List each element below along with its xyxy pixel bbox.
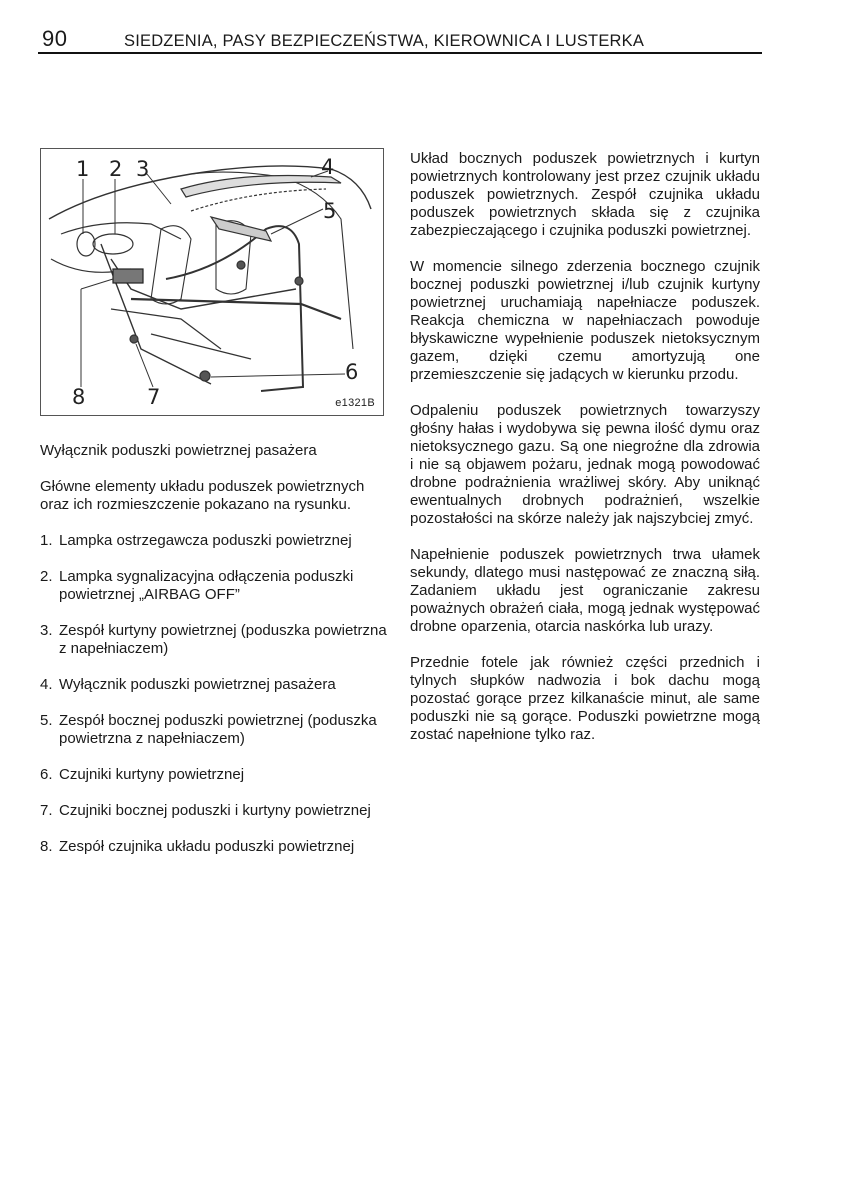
right-column	[410, 150, 760, 762]
page-header	[38, 28, 762, 54]
left-column	[40, 442, 388, 874]
header-rule	[38, 52, 762, 54]
callout-6: 6	[345, 360, 359, 384]
callout-8: 8	[72, 385, 86, 409]
list-item	[40, 622, 388, 658]
list-item-number: 5.	[40, 712, 53, 729]
list-item	[40, 568, 388, 604]
list-item-text: Lampka ostrzegawcza poduszki powietrznej	[59, 532, 352, 549]
page-number: 90	[42, 26, 68, 51]
callout-5: 5	[323, 199, 337, 223]
callout-2: 2	[109, 157, 123, 181]
body-paragraph: Przednie fotele jak również części przednich i tylnych słupków nadwozia i bok dachu mogą pozostać gorące przez kilkanaście minut, ale same poduszki nie są gorące. Poduszki powietrzne mogą zostać napełnione tylko raz.	[410, 654, 760, 743]
list-item-text: Zespół kurtyny powietrznej (poduszka powietrzna z napełniaczem)	[59, 622, 387, 657]
list-item-text: Lampka sygnalizacyjna odłączenia poduszki powietrznej „AIRBAG OFF”	[59, 568, 354, 603]
list-item	[40, 712, 388, 748]
list-item-number: 2.	[40, 568, 53, 585]
figure-caption: Wyłącznik poduszki powietrznej pasażera	[40, 442, 317, 459]
callout-4: 4	[321, 155, 335, 179]
list-item-number: 1.	[40, 532, 53, 549]
list-item	[40, 676, 388, 694]
list-item-number: 6.	[40, 766, 53, 783]
list-item-number: 7.	[40, 802, 53, 819]
list-item-text: Wyłącznik poduszki powietrznej pasażera	[59, 676, 336, 693]
list-item-text: Czujniki bocznej poduszki i kurtyny powietrznej	[59, 802, 371, 819]
body-paragraph: W momencie silnego zderzenia bocznego czujnik bocznej poduszki powietrznej i/lub czujnik kurtyny powietrznej uruchamiają napełniacze poduszek. Reakcja chemiczna w napełniaczach powoduje błyskawiczne wypełnienie poduszek nietoksycznym gazem, dzięki czemu amortyzują one przemieszczenie się jadących w kierunku przodu.	[410, 258, 760, 383]
figure-code: e1321B	[335, 397, 375, 409]
callout-3: 3	[136, 157, 150, 181]
components-list	[40, 532, 388, 856]
list-item-number: 3.	[40, 622, 53, 639]
section-title: SIEDZENIA, PASY BEZPIECZEŃSTWA, KIEROWNICA I LUSTERKA	[124, 32, 645, 50]
intro-paragraph: Główne elementy układu poduszek powietrznych oraz ich rozmieszczenie pokazano na rysunku.	[40, 478, 365, 513]
list-item-text: Zespół bocznej poduszki powietrznej (poduszka powietrzna z napełniaczem)	[59, 712, 377, 747]
list-item	[40, 802, 388, 820]
body-paragraph: Układ bocznych poduszek powietrznych i kurtyn powietrznych kontrolowany jest przez czujnik układu poduszek powietrznych. Zespół czujnika układu poduszek powietrznych składa się z czujnika zabezpieczającego i czujnika poduszki powietrznej.	[410, 150, 760, 239]
list-item-text: Zespół czujnika układu poduszki powietrznej	[59, 838, 355, 855]
list-item	[40, 838, 388, 856]
car-interior-illustration	[41, 149, 383, 415]
list-item-text: Czujniki kurtyny powietrznej	[59, 766, 245, 783]
list-item-number: 8.	[40, 838, 53, 855]
body-paragraph: Odpaleniu poduszek powietrznych towarzyszy głośny hałas i wydobywa się pewna ilość dymu oraz nietoksycznego gazu. Są one niegroźne dla zdrowia i nie są objawem pożaru, jednak mogą powodować drobne podrażnienia wrażliwej skóry. Aby uniknąć ewentualnych drobnych podrażnień, wszelkie pozostałości na skórze należy jak najszybciej zmyć.	[410, 402, 760, 527]
list-item	[40, 532, 388, 550]
callout-7: 7	[147, 385, 161, 409]
list-item-number: 4.	[40, 676, 53, 693]
list-item	[40, 766, 388, 784]
body-paragraph: Napełnienie poduszek powietrznych trwa ułamek sekundy, dlatego musi następować ze znaczną siłą. Zadaniem układu jest ograniczanie zakresu poważnych obrażeń ciała, mogą jednak występować drobne oparzenia, otarcia naskórka lub urazy.	[410, 546, 760, 635]
callout-1: 1	[76, 157, 90, 181]
airbag-system-figure	[40, 148, 384, 416]
